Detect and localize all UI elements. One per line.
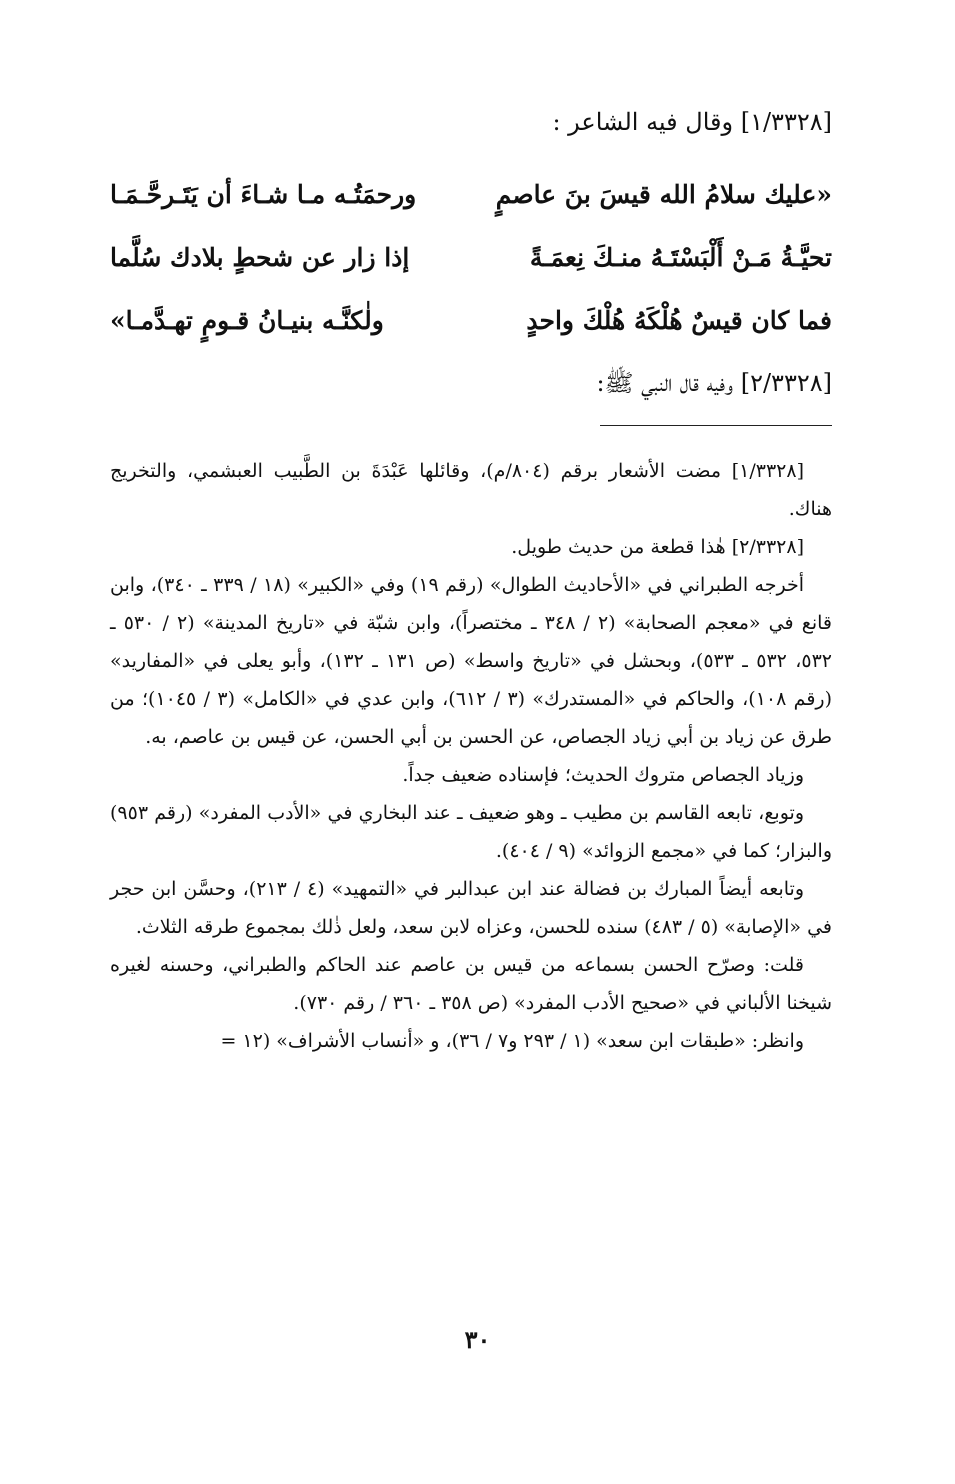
footnote-paragraph: وزياد الجصاص متروك الحديث؛ فإسناده ضعيف جداً. bbox=[402, 764, 804, 786]
footnote-paragraph: أخرجه الطبراني في «الأحاديث الطوال» (رقم ١٩) وفي «الكبير» (١٨ / ٣٣٩ ـ ٣٤٠)، وابن قانع في «معجم الصحابة» (٢ / ٣٤٨ ـ مختصراً)، وابن شبّة في «تاريخ المدينة» (٢ / ٥٣٠ ـ ٥٣٢، ٥٣٢ ـ ٥٣٣)، وبحشل في «تاريخ واسط» (ص ١٣١ ـ ١٣٢)، وأبو يعلى في «المفاريد» (رقم ١٠٨)، والحاكم في «المستدرك» (٣ / ٦١٢)، وابن عدي في «الكامل» (٣ / ١٠٤٥)؛ من طرق عن زياد بن أبي زياد الجصاص، عن الحسن بن أبي الحسن، عن قيس بن عاصم، به. bbox=[110, 574, 832, 748]
footnotes bbox=[110, 452, 832, 1060]
verse-line bbox=[110, 306, 832, 356]
verse-line bbox=[110, 243, 832, 293]
footnote-paragraph: وتابعه أيضاً المبارك بن فضالة عند ابن عبدالبر في «التمهيد» (٤ / ٢١٣)، وحسَّن ابن حجر في «الإصابة» (٥ / ٤٨٣) سنده للحسن، وعزاه لابن سعد، ولعل ذٰلك بمجموع طرقه الثلاث. bbox=[110, 878, 832, 938]
verse-second-hemistich: ورحمَتُـه مـا شـاءَ أن يَتَـرحَّـمَـا bbox=[110, 180, 417, 209]
footnote-paragraph: وتوبع، تابعه القاسم بن مطيب ـ وهو ضعيف ـ عند البخاري في «الأدب المفرد» (رقم ٩٥٣) والبزار؛ كما في «مجمع الزوائد» (٩ / ٤٠٤). bbox=[110, 802, 832, 862]
verse-first-hemistich: «عليك سلامُ الله قيسَ بنَ عاصمٍ bbox=[495, 180, 832, 209]
verse-header: [١/٣٣٢٨] وقال فيه الشاعر : bbox=[552, 108, 832, 136]
page-number: ٣٠ bbox=[464, 1325, 491, 1354]
verse-second-hemistich: ولٰكنَّـه بنيـانُ قـومٍ تهـدَّمـا» bbox=[110, 306, 384, 335]
footnote-paragraph: وانظر: «طبقات ابن سعد» (١ / ٢٩٣ و٧ / ٣٦)، و «أنساب الأشراف» (١٢ = bbox=[220, 1030, 804, 1052]
verse-second-hemistich: إذا زار عن شحطٍ بلادك سُلَّما bbox=[110, 243, 410, 272]
hadith-intro: [٢/٣٣٢٨] وفيه قال النبي ﷺ: bbox=[596, 369, 832, 397]
verse-first-hemistich: فما كان قيسٌ هُلْكَهُ هُلْكَ واحدٍ bbox=[526, 306, 832, 335]
footnote-paragraph: قلت: وصرّح الحسن بسماعه من قيس بن عاصم عند الحاكم والطبراني، وحسنه لغيره شيخنا الألباني في «صحيح الأدب المفرد» (ص ٣٥٨ ـ ٣٦٠ / رقم ٧٣٠). bbox=[110, 954, 832, 1014]
verse-line bbox=[110, 180, 832, 230]
footnote-paragraph: [١/٣٣٢٨] مضت الأشعار برقم (٨٠٤/م)، وقائلها عَبْدَةَ بن الطَّبيب العبشمي، والتخريج هناك. bbox=[110, 460, 832, 520]
footnote-divider bbox=[600, 425, 832, 426]
footnote-paragraph: [٢/٣٣٢٨] هٰذا قطعة من حديث طويل. bbox=[511, 536, 804, 558]
verse-first-hemistich: تحيَّـةُ مَـنْ أَلْبَسْتَـهُ منـكَ نِعمَـةً bbox=[529, 243, 832, 272]
